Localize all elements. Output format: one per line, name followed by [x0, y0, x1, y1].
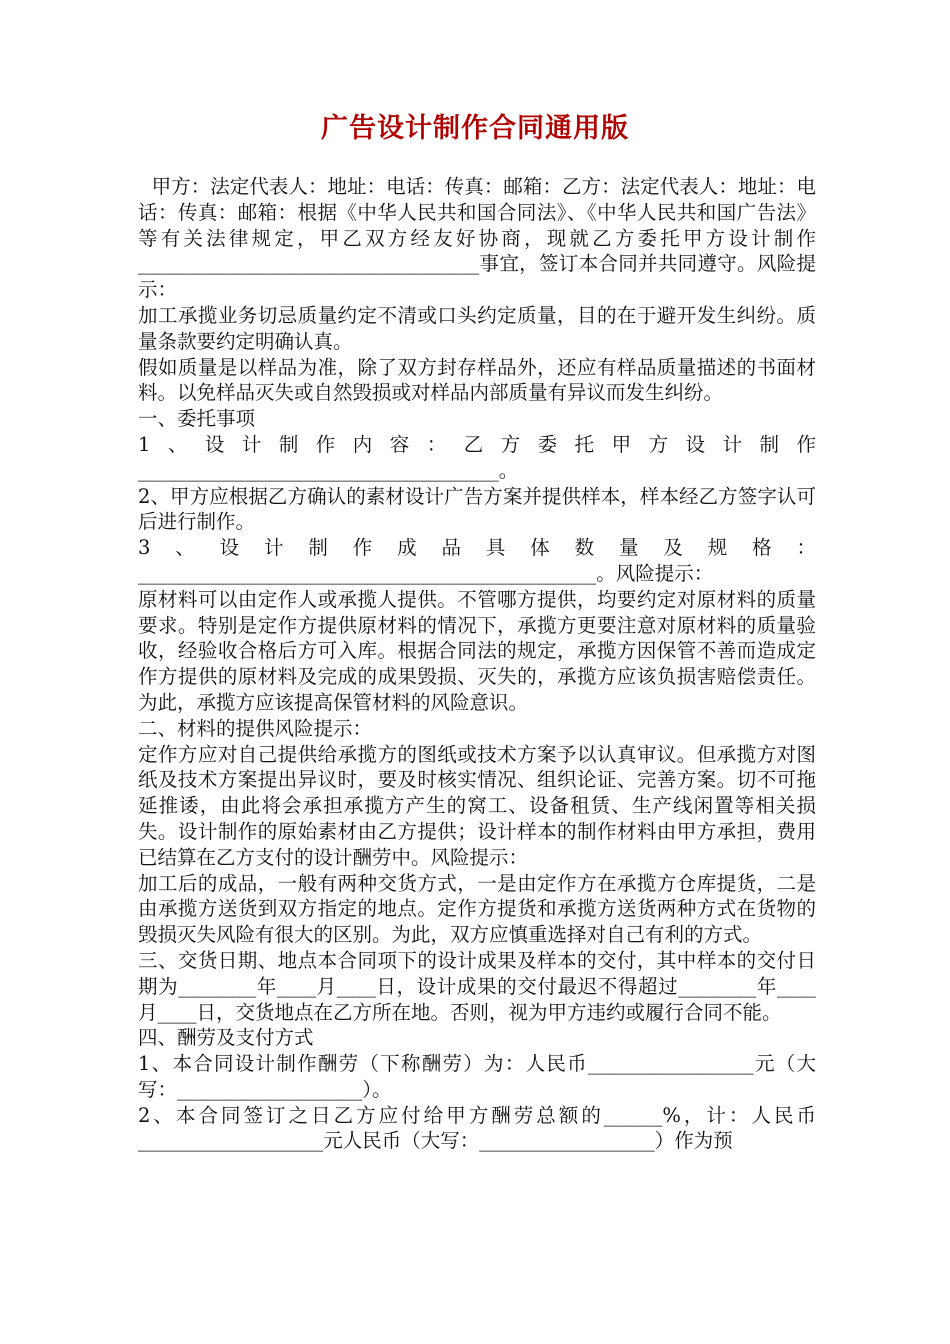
paragraph-sample-risk: 假如质量是以样品为准，除了双方封存样品外，还应有样品质量描述的书面材料。以免样品灭失或自然毁损或对样品内部质量有异议而发生纠纷。	[138, 355, 816, 405]
paragraph-delivery-risk: 加工后的成品，一般有两种交货方式，一是由定作方在承揽方仓库提货，二是由承揽方送货到双方指定的地点。定作方提货和承揽方送货两种方式在货物的毁损灭失风险有很大的区别。为此，双方应慎重选择对自己有利的方式。	[138, 871, 816, 947]
paragraph-design-risk: 定作方应对自己提供给承揽方的图纸或技术方案予以认真审议。但承揽方对图纸及技术方案提出异议时，要及时核实情况、组织论证、完善方案。切不可拖延推诿，由此将会承担承揽方产生的窝工、设备租赁、生产线闲置等相关损失。设计制作的原始素材由乙方提供；设计样本的制作材料由甲方承担，费用已结算在乙方支付的设计酬劳中。风险提示：	[138, 742, 816, 869]
paragraph-parties: 甲方：法定代表人：地址：电话：传真：邮箱：乙方：法定代表人：地址：电话：传真：邮箱：根据《中华人民共和国合同法》、《中华人民共和国广告法》等有关法律规定，甲乙双方经友好协商，现就乙方委托甲方设计制作___________________________________事宜，签订本合同并共同遵守。风险提示：	[138, 175, 816, 302]
clause-4-2: 2、本合同签订之日乙方应付给甲方酬劳总额的______%，计：人民币___________________元人民币（大写：__________________）作为预	[138, 1103, 816, 1153]
clause-1-1: 1、设计制作内容：乙方委托甲方设计制作_____________________________________。	[138, 432, 816, 482]
clause-1-2: 2、甲方应根据乙方确认的素材设计广告方案并提供样本，样本经乙方签字认可后进行制作。	[138, 484, 816, 534]
document-title: 广告设计制作合同通用版	[321, 113, 629, 144]
section-3-delivery: 三、交货日期、地点本合同项下的设计成果及样本的交付，其中样本的交付日期为________年____月____日，设计成果的交付最迟不得超过________年____月____日，交货地点在乙方所在地。否则，视为甲方违约或履行合同不能。	[138, 948, 816, 1024]
section-heading-2: 二、材料的提供风险提示：	[138, 716, 373, 740]
paragraph-quality-risk: 加工承揽业务切忌质量约定不清或口头约定质量，目的在于避开发生纠纷。质量条款要约定明确认真。	[138, 303, 816, 353]
paragraph-material-risk: 原材料可以由定作人或承揽人提供。不管哪方提供，均要约定对原材料的质量要求。特别是定作方提供原材料的情况下，承揽方更要注意对原材料的质量验收，经验收合格后方可入库。根据合同法的规定，承揽方因保管不善而造成定作方提供的原材料及完成的成果毁损、灭失的，承揽方应该负损害赔偿责任。为此，承揽方应该提高保管材料的风险意识。	[138, 587, 816, 714]
section-heading-1: 一、委托事项	[138, 407, 256, 431]
section-heading-4: 四、酬劳及支付方式	[138, 1026, 314, 1050]
clause-4-1: 1、本合同设计制作酬劳（下称酬劳）为：人民币_________________元（大写：___________________）。	[138, 1052, 816, 1101]
clause-1-3: 3、设计制作成品具体数量及规格：_______________________________________________。风险提示：	[138, 536, 816, 585]
document-body	[138, 174, 816, 1154]
